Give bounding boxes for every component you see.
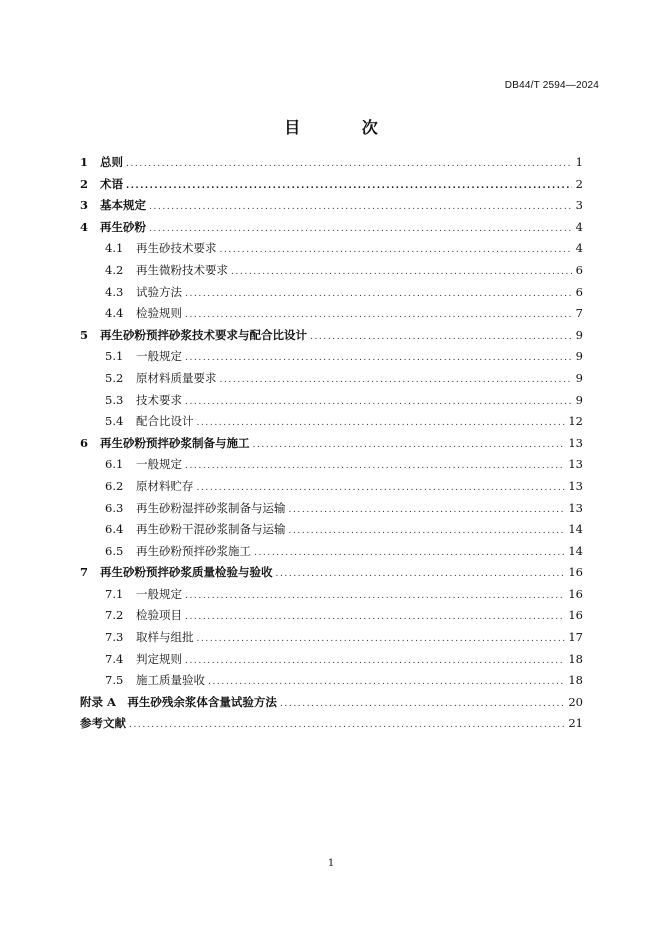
toc-entry-number: 7.4 — [105, 651, 124, 666]
toc-entry-title: 一般规定 — [136, 457, 182, 472]
toc-leader-dots — [185, 607, 565, 627]
toc-entry-page: 12 — [568, 414, 583, 429]
toc-entry[interactable] — [80, 605, 583, 627]
toc-entry-page: 21 — [568, 716, 583, 731]
toc-entry-page: 14 — [568, 522, 583, 537]
toc-entry-number: 5.1 — [105, 349, 124, 364]
toc-entry-page: 16 — [568, 565, 583, 580]
toc-entry[interactable] — [80, 303, 583, 325]
toc-entry-title: 判定规则 — [136, 651, 182, 666]
page-number: 1 — [327, 858, 335, 869]
toc-leader-dots — [185, 651, 565, 671]
toc-entry-title: 一般规定 — [136, 349, 182, 364]
toc-entry-page: 6 — [575, 284, 583, 299]
toc-entry-title: 一般规定 — [136, 586, 182, 601]
toc-entry-page: 7 — [575, 306, 583, 321]
toc-leader-dots — [126, 154, 572, 174]
toc-entry-title: 技术要求 — [136, 392, 182, 407]
toc-entry-page: 14 — [568, 543, 583, 558]
toc-entry-number: 7 — [80, 565, 89, 580]
toc-entry[interactable] — [80, 346, 583, 368]
toc-entry-page: 9 — [575, 370, 583, 385]
toc-leader-dots — [220, 240, 573, 260]
toc-entry[interactable] — [80, 325, 583, 347]
toc-entry[interactable] — [80, 174, 583, 196]
toc-leader-dots — [197, 478, 566, 498]
toc-entry-number: 6.2 — [105, 478, 124, 493]
toc-entry[interactable] — [80, 541, 583, 563]
toc-entry-title: 再生砂粉干混砂浆制备与运输 — [136, 522, 286, 537]
toc-entry-title: 基本规定 — [100, 198, 146, 213]
toc-entry-page: 13 — [568, 500, 583, 515]
toc-entry-title: 附录 A 再生砂残余浆体含量试验方法 — [80, 694, 277, 709]
toc-leader-dots — [185, 305, 572, 325]
toc-entry-number: 6 — [80, 435, 89, 450]
toc-entry[interactable] — [80, 433, 583, 455]
toc-entry[interactable] — [80, 411, 583, 433]
toc-leader-dots — [185, 456, 565, 476]
toc-leader-dots — [253, 435, 566, 455]
toc-entry-title: 再生砂粉预拌砂浆施工 — [136, 543, 251, 558]
toc-entry-title: 再生砂粉预拌砂浆技术要求与配合比设计 — [100, 327, 307, 342]
toc-leader-dots — [149, 219, 572, 239]
toc-entry[interactable] — [80, 217, 583, 239]
toc-entry-title: 配合比设计 — [136, 414, 194, 429]
toc-entry-page: 16 — [568, 586, 583, 601]
toc-entry-title: 再生砂粉湿拌砂浆制备与运输 — [136, 500, 286, 515]
toc-entry-page: 4 — [575, 219, 583, 234]
toc-entry-number: 4.4 — [105, 306, 124, 321]
toc-entry-page: 2 — [575, 176, 583, 191]
toc-entry-number: 4 — [80, 219, 89, 234]
toc-entry-number: 4.2 — [105, 262, 124, 277]
toc-entry-page: 18 — [568, 673, 583, 688]
toc-entry-title: 再生砂粉预拌砂浆质量检验与验收 — [100, 565, 273, 580]
toc-entry[interactable] — [80, 260, 583, 282]
toc-entry-page: 9 — [575, 392, 583, 407]
toc-entry-number: 6.4 — [105, 522, 124, 537]
toc-entry-page: 16 — [568, 608, 583, 623]
toc-entry[interactable] — [80, 368, 583, 390]
toc-leader-dots — [149, 197, 572, 217]
toc-entry-page: 4 — [575, 241, 583, 256]
toc-entry-number: 4.1 — [105, 241, 124, 256]
toc-entry-page: 9 — [575, 349, 583, 364]
toc-entry[interactable] — [80, 562, 583, 584]
toc-entry[interactable] — [80, 627, 583, 649]
toc-entry-number: 5.3 — [105, 392, 124, 407]
toc-entry-title: 再生砂粉 — [100, 219, 146, 234]
toc-entry-page: 1 — [575, 155, 583, 169]
toc-entry-page: 18 — [568, 651, 583, 666]
toc-entry-page: 6 — [575, 262, 583, 277]
toc-leader-dots — [185, 284, 572, 304]
toc-entry[interactable] — [80, 195, 583, 217]
toc-entry-title: 原材料贮存 — [136, 478, 194, 493]
toc-entry-number: 6.5 — [105, 543, 124, 558]
standard-code: DB44/T 2594—2024 — [504, 80, 599, 91]
toc-entry-page: 3 — [575, 198, 583, 213]
toc-entry-title: 取样与组批 — [136, 630, 194, 645]
toc-entry[interactable] — [80, 713, 583, 735]
toc-entry[interactable] — [80, 498, 583, 520]
table-of-contents — [80, 152, 583, 735]
toc-entry[interactable] — [80, 692, 583, 714]
toc-entry[interactable] — [80, 649, 583, 671]
page-title: 目 次 — [284, 118, 406, 137]
toc-leader-dots — [197, 413, 566, 433]
toc-leader-dots — [276, 564, 566, 584]
toc-entry[interactable] — [80, 476, 583, 498]
toc-entry-number: 6.3 — [105, 500, 124, 515]
toc-entry-number: 7.5 — [105, 673, 124, 688]
toc-leader-dots — [185, 392, 572, 412]
toc-entry[interactable] — [80, 519, 583, 541]
toc-entry[interactable] — [80, 454, 583, 476]
toc-leader-dots — [289, 500, 566, 520]
toc-entry-number: 4.3 — [105, 284, 124, 299]
toc-entry-title: 总则 — [100, 155, 123, 169]
toc-entry[interactable] — [80, 584, 583, 606]
toc-entry-title: 检验项目 — [136, 608, 182, 623]
toc-leader-dots — [231, 262, 572, 282]
toc-entry[interactable] — [80, 152, 583, 174]
toc-entry-number: 6.1 — [105, 457, 124, 472]
toc-entry-number: 7.3 — [105, 630, 124, 645]
toc-leader-dots — [289, 521, 566, 541]
toc-entry-number: 1 — [80, 155, 89, 169]
toc-entry-page: 13 — [568, 435, 583, 450]
toc-leader-dots — [197, 629, 566, 649]
toc-leader-dots — [129, 715, 565, 735]
toc-leader-dots — [254, 543, 565, 563]
toc-entry-page: 13 — [568, 478, 583, 493]
toc-entry-number: 5 — [80, 327, 89, 342]
toc-entry-title: 再生砂技术要求 — [136, 241, 217, 256]
toc-entry-number: 5.2 — [105, 370, 124, 385]
toc-entry[interactable] — [80, 238, 583, 260]
toc-entry[interactable] — [80, 670, 583, 692]
toc-entry-number: 2 — [80, 176, 89, 191]
toc-entry-page: 17 — [568, 630, 583, 645]
toc-entry-number: 3 — [80, 198, 89, 213]
toc-entry-number: 7.2 — [105, 608, 124, 623]
toc-entry-title: 参考文献 — [80, 716, 126, 731]
toc-leader-dots — [185, 586, 565, 606]
toc-entry[interactable] — [80, 282, 583, 304]
toc-leader-dots — [126, 176, 572, 196]
toc-entry-page: 9 — [575, 327, 583, 342]
toc-leader-dots — [220, 370, 573, 390]
toc-entry-page: 13 — [568, 457, 583, 472]
toc-entry-title: 再生砂粉预拌砂浆制备与施工 — [100, 435, 250, 450]
toc-entry-title: 施工质量验收 — [136, 673, 205, 688]
toc-leader-dots — [280, 694, 565, 714]
toc-entry-number: 5.4 — [105, 414, 124, 429]
toc-entry[interactable] — [80, 390, 583, 412]
toc-entry-title: 再生微粉技术要求 — [136, 262, 228, 277]
toc-entry-title: 检验规则 — [136, 306, 182, 321]
toc-entry-title: 原材料质量要求 — [136, 370, 217, 385]
toc-leader-dots — [310, 327, 572, 347]
toc-leader-dots — [208, 672, 565, 692]
toc-entry-number: 7.1 — [105, 586, 124, 601]
toc-leader-dots — [185, 348, 572, 368]
toc-entry-page: 20 — [568, 694, 583, 709]
toc-entry-title: 术语 — [100, 176, 123, 191]
toc-entry-title: 试验方法 — [136, 284, 182, 299]
